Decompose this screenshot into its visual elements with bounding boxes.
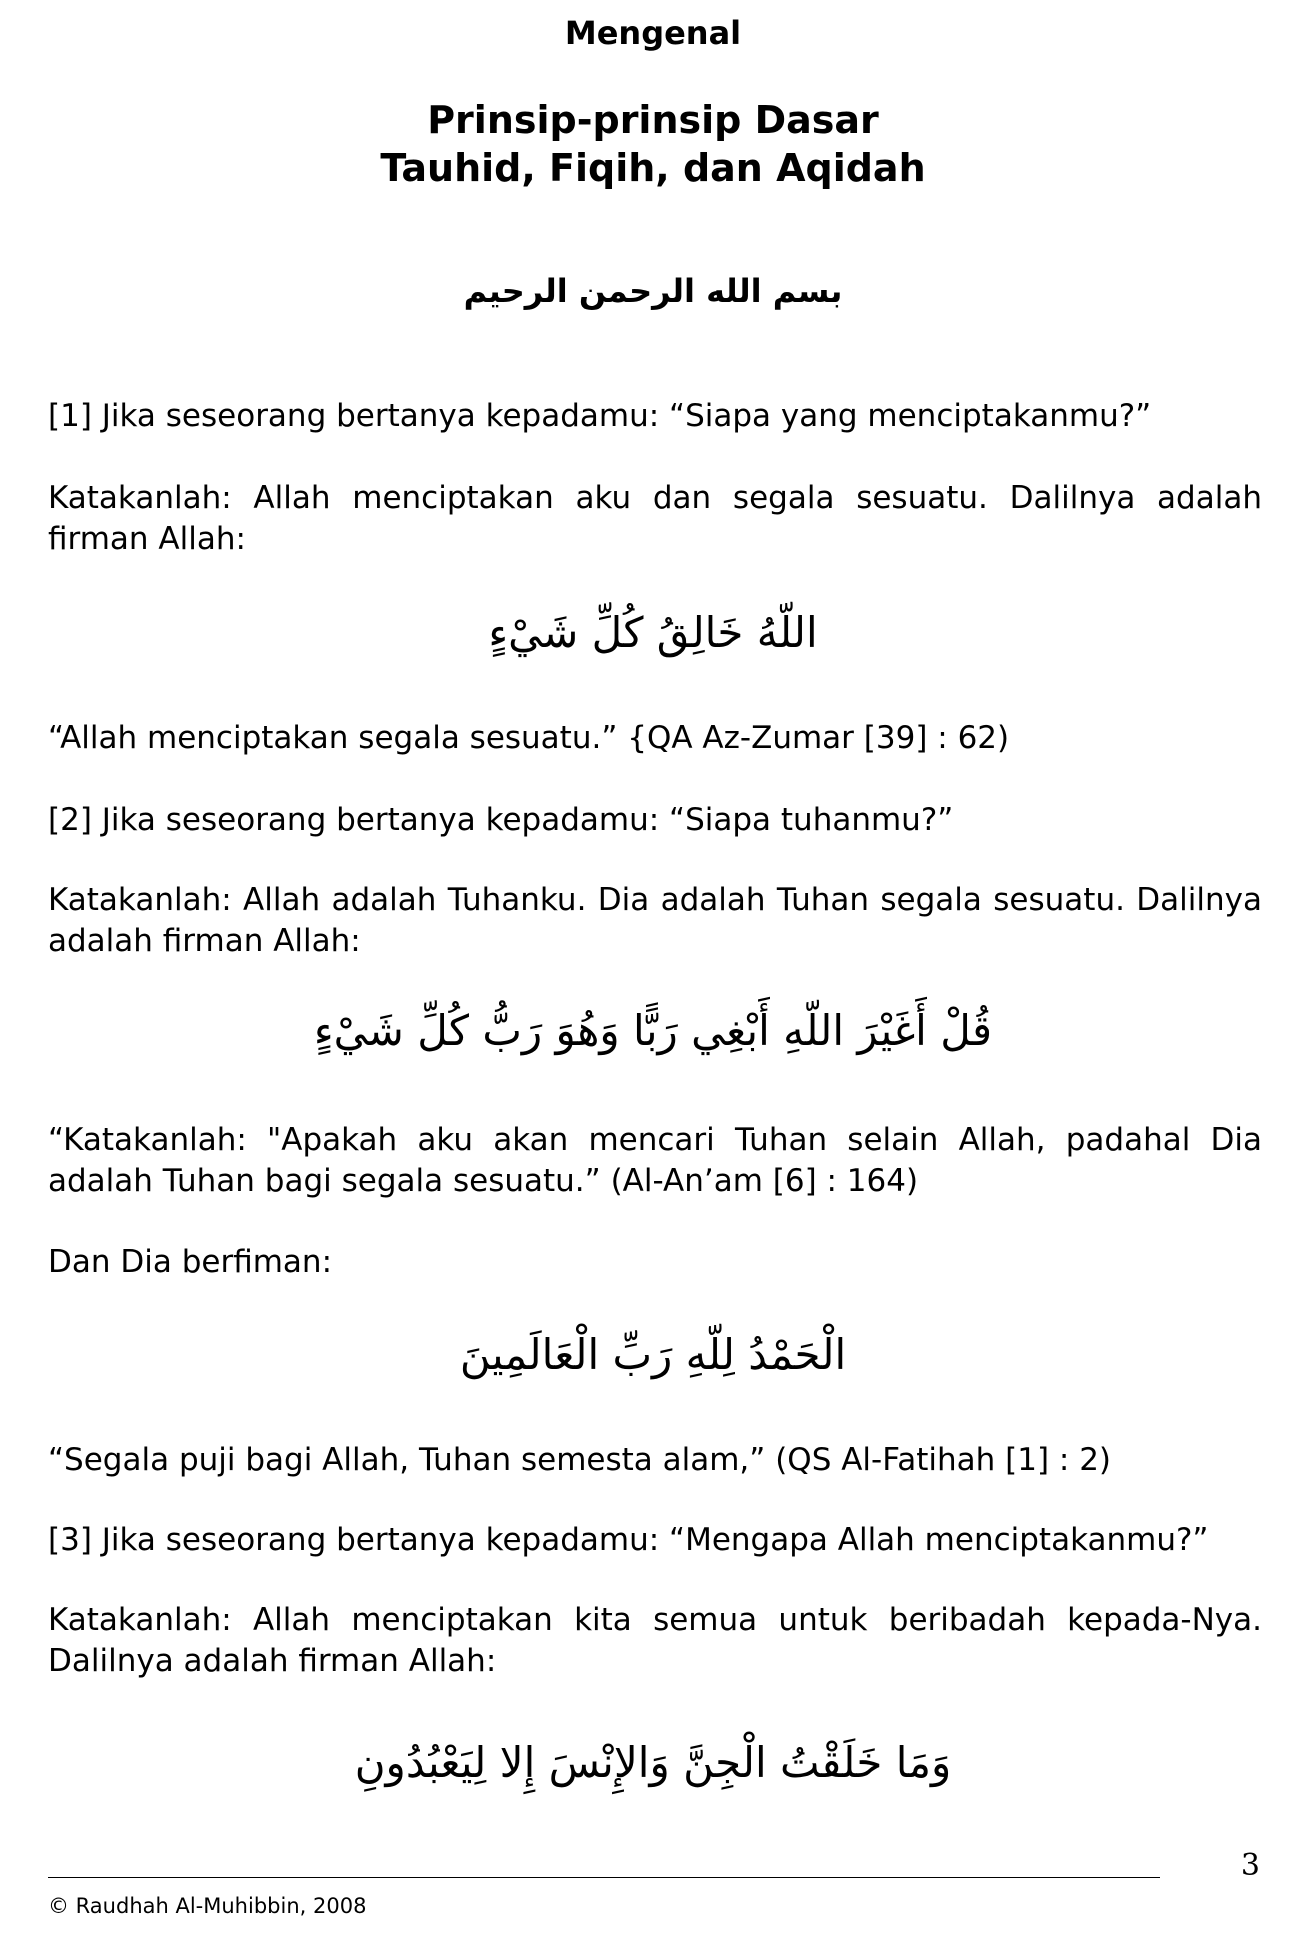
basmalah: بسم الله الرحمن الرحيم: [463, 272, 843, 310]
header-kicker: Mengenal: [564, 14, 742, 52]
question-3: [3] Jika seseorang bertanya kepadamu: “Mengapa Allah menciptakanmu?”: [48, 1522, 1209, 1558]
question-1: [1] Jika seseorang bertanya kepadamu: “Siapa yang menciptakanmu?”: [48, 398, 1152, 434]
footer-copyright: © Raudhah Al-Muhibbin, 2008: [48, 1894, 367, 1918]
title-line-2: Tauhid, Fiqih, dan Aqidah: [380, 146, 926, 190]
verse-translation-3: “Segala puji bagi Allah, Tuhan semesta alam,” (QS Al-Fatihah [1] : 2): [48, 1442, 1112, 1478]
page-number: 3: [1240, 1848, 1260, 1883]
continuation-text: Dan Dia berfiman:: [48, 1244, 333, 1280]
verse-arabic-2: قُلْ أَغَيْرَ اللّهِ أَبْغِي رَبًّا وَهُوَ رَبُّ كُلِّ شَيْءٍ: [313, 1006, 993, 1055]
question-2: [2] Jika seseorang bertanya kepadamu: “Siapa tuhanmu?”: [48, 802, 954, 838]
verse-arabic-3: الْحَمْدُ لِلّهِ رَبِّ الْعَالَمِينَ: [459, 1330, 847, 1379]
verse-arabic-4: وَمَا خَلَقْتُ الْجِنَّ وَالإِنْسَ إِلا لِيَعْبُدُونِ: [354, 1738, 952, 1787]
footer-divider: [48, 1877, 1160, 1878]
verse-translation-2: “Katakanlah: "Apakah aku akan mencari Tuhan selain Allah, padahal Dia adalah Tuhan bagi segala sesuatu.” (Al-An’am [6] : 164): [48, 1122, 1262, 1199]
page-title: [0, 96, 1306, 192]
answer-2: Katakanlah: Allah adalah Tuhanku. Dia adalah Tuhan segala sesuatu. Dalilnya adalah firman Allah:: [48, 882, 1262, 959]
verse-translation-1: “Allah menciptakan segala sesuatu.” {QA Az-Zumar [39] : 62): [48, 720, 1010, 756]
answer-3: Katakanlah: Allah menciptakan kita semua untuk beribadah kepada-Nya. Dalilnya adalah firman Allah:: [48, 1602, 1262, 1679]
title-line-1: Prinsip-prinsip Dasar: [427, 98, 879, 142]
verse-arabic-1: اللّهُ خَالِقُ كُلِّ شَيْءٍ: [488, 608, 818, 657]
answer-1: Katakanlah: Allah menciptakan aku dan segala sesuatu. Dalilnya adalah firman Allah:: [48, 480, 1262, 557]
